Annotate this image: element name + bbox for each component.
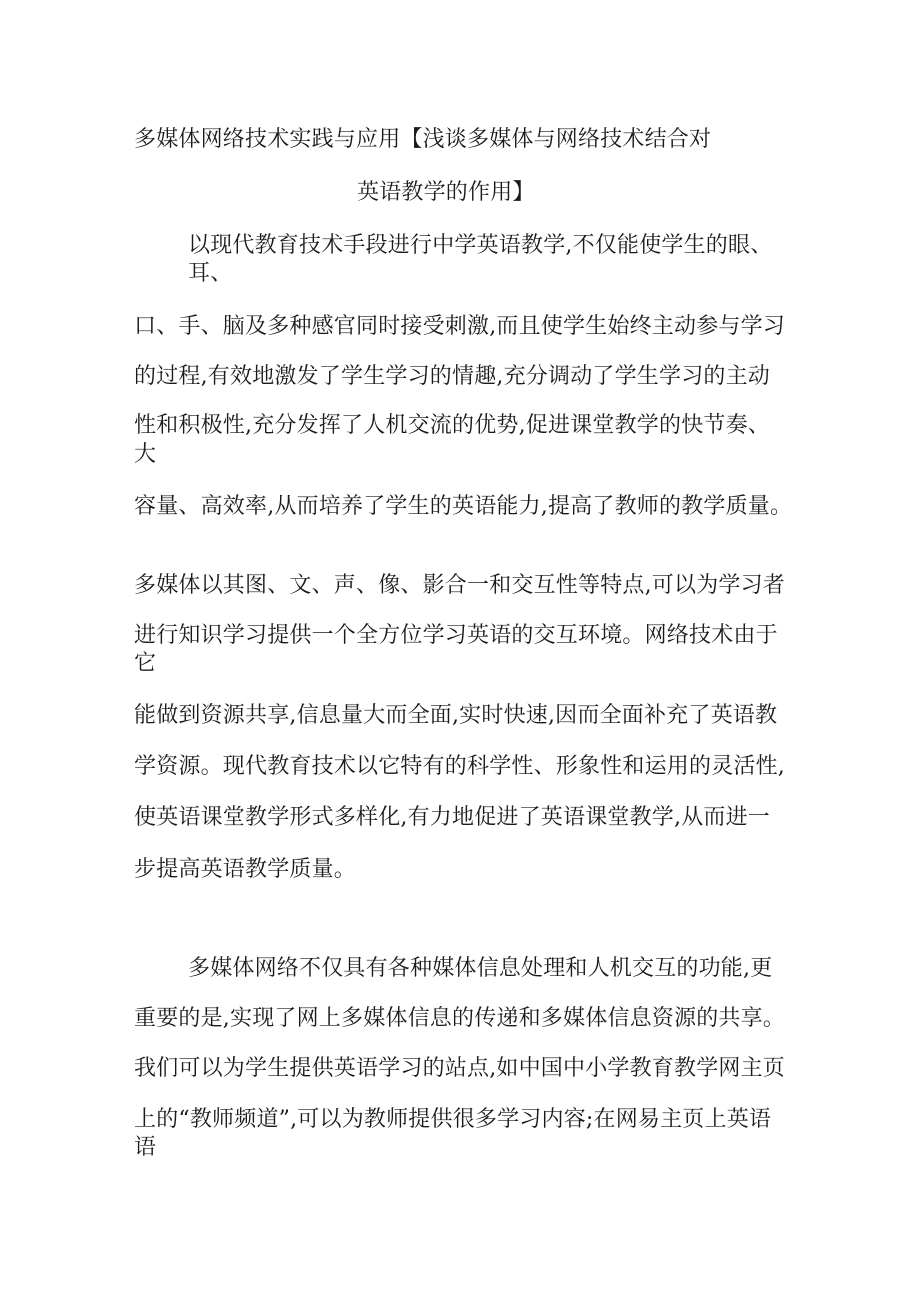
document-title-line-1: 多媒体网络技术实践与应用【浅谈多媒体与网络技术结合对 xyxy=(134,127,712,152)
paragraph-3-line-5: 语 xyxy=(134,1135,157,1160)
paragraph-3-line-3: 我们可以为学生提供英语学习的站点,如中国中小学教育教学网主页 xyxy=(134,1056,785,1081)
paragraph-3-line-1: 多媒体网络不仅具有各种媒体信息处理和人机交互的功能,更 xyxy=(188,956,773,981)
paragraph-2-line-4: 能做到资源共享,信息量大而全面,实时快速,因而全面补充了英语教 xyxy=(134,703,778,728)
paragraph-1-line-6: 大 xyxy=(134,442,157,467)
paragraph-2-line-7: 步提高英语教学质量。 xyxy=(134,857,357,882)
paragraph-1-line-5: 性和积极性,充分发挥了人机交流的优势,促进课堂教学的快节奏、 xyxy=(134,413,770,438)
paragraph-1-line-1: 以现代教育技术手段进行中学英语教学,不仅能使学生的眼、 xyxy=(188,233,773,258)
paragraph-2-line-5: 学资源。现代教育技术以它特有的科学性、形象性和运用的灵活性, xyxy=(134,754,785,779)
paragraph-2-line-3: 它 xyxy=(134,651,157,676)
paragraph-2-line-6: 使英语课堂教学形式多样化,有力地促进了英语课堂教学,从而进一 xyxy=(134,805,770,830)
paragraph-2-line-2: 进行知识学习提供一个全方位学习英语的交互环境。网络技术由于 xyxy=(134,623,778,648)
document-title-line-2: 英语教学的作用】 xyxy=(357,180,535,205)
paragraph-1-line-3: 口、手、脑及多种感官同时接受刺激,而且使学生始终主动参与学习 xyxy=(134,314,785,339)
paragraph-3-line-2: 重要的是,实现了网上多媒体信息的传递和多媒体信息资源的共享。 xyxy=(134,1006,785,1031)
paragraph-3-line-4: 上的“教师频道”,可以为教师提供很多学习内容;在网易主页上英语 xyxy=(134,1107,772,1132)
paragraph-2-line-1: 多媒体以其图、文、声、像、影合一和交互性等特点,可以为学习者 xyxy=(134,573,785,598)
paragraph-1-line-7: 容量、高效率,从而培养了学生的英语能力,提高了教师的教学质量。 xyxy=(134,494,793,519)
paragraph-1-line-2: 耳、 xyxy=(188,261,233,286)
paragraph-1-line-4: 的过程,有效地激发了学生学习的情趣,充分调动了学生学习的主动 xyxy=(134,364,770,389)
